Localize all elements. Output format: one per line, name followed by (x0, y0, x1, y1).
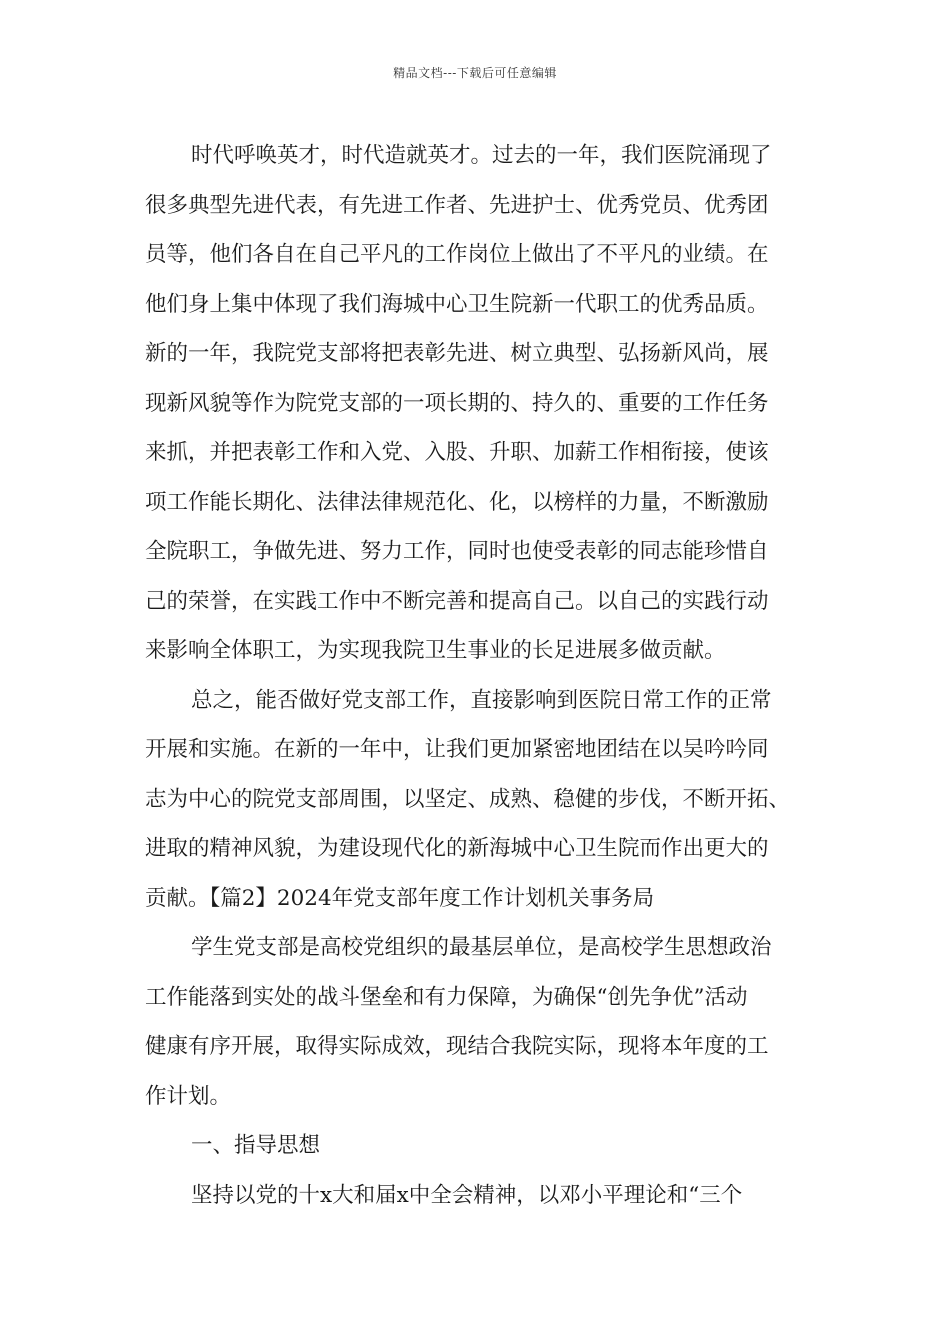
paragraph-line: 他们身上集中体现了我们海城中心卫生院新一代职工的优秀品质。 (145, 291, 769, 317)
paragraph-line: 来影响全体职工，为实现我院卫生事业的长足进展多做贡献。 (145, 638, 726, 663)
paragraph-line: 新的一年，我院党支部将把表彰先进、树立典型、弘扬新风尚，展 (145, 341, 769, 366)
paragraph-line: 很多典型先进代表，有先进工作者、先进护士、优秀党员、优秀团 (145, 192, 769, 218)
paragraph-line: 项工作能长期化、法律法律规范化、化，以榜样的力量，不断激励 (145, 489, 769, 515)
paragraph-line: 现新风貌等作为院党支部的一项长期的、持久的、重要的工作任务 (145, 390, 769, 416)
body-text (145, 131, 809, 1220)
paragraph-line: 志为中心的院党支部周围，以坚定、成熟、稳健的步伐，不断开拓、 (145, 786, 791, 812)
paragraph-line: 学生党支部是高校党组织的最基层单位，是高校学生思想政治 (191, 935, 772, 960)
paragraph-line: 进取的精神风貌，为建设现代化的新海城中心卫生院而作出更大的 (145, 836, 769, 861)
paragraph-line: 来抓，并把表彰工作和入党、入股、升职、加薪工作相衔接，使该 (145, 440, 769, 465)
page-header: 精品文档---下载后可任意编辑 (393, 66, 557, 80)
section-heading: 一、指导思想 (191, 1133, 321, 1158)
paragraph-line: 己的荣誉，在实践工作中不断完善和提高自己。以自己的实践行动 (145, 588, 769, 614)
paragraph-line: 开展和实施。在新的一年中，让我们更加紧密地团结在以吴吟吟同 (145, 737, 769, 762)
paragraph-line: 作计划。 (145, 1083, 232, 1109)
paragraph-line: 工作能落到实处的战斗堡垒和有力保障，为确保“创先争优”活动 (145, 984, 748, 1010)
paragraph-line: 总之，能否做好党支部工作，直接影响到医院日常工作的正常 (191, 687, 772, 713)
paragraph-line: 健康有序开展，取得实际成效，现结合我院实际，现将本年度的工 (145, 1034, 769, 1059)
paragraph-line: 时代呼唤英才，时代造就英才。过去的一年，我们医院涌现了 (191, 143, 772, 168)
paragraph-line: 坚持以党的十x大和届x中全会精神，以邓小平理论和“三个 (191, 1182, 743, 1208)
paragraph-line: 全院职工，争做先进、努力工作，同时也使受表彰的同志能珍惜自 (145, 539, 769, 564)
paragraph-line: 员等，他们各自在自己平凡的工作岗位上做出了不平凡的业绩。在 (145, 242, 769, 267)
paragraph-line: 贡献。【篇2】2024年党支部年度工作计划机关事务局 (145, 885, 655, 911)
